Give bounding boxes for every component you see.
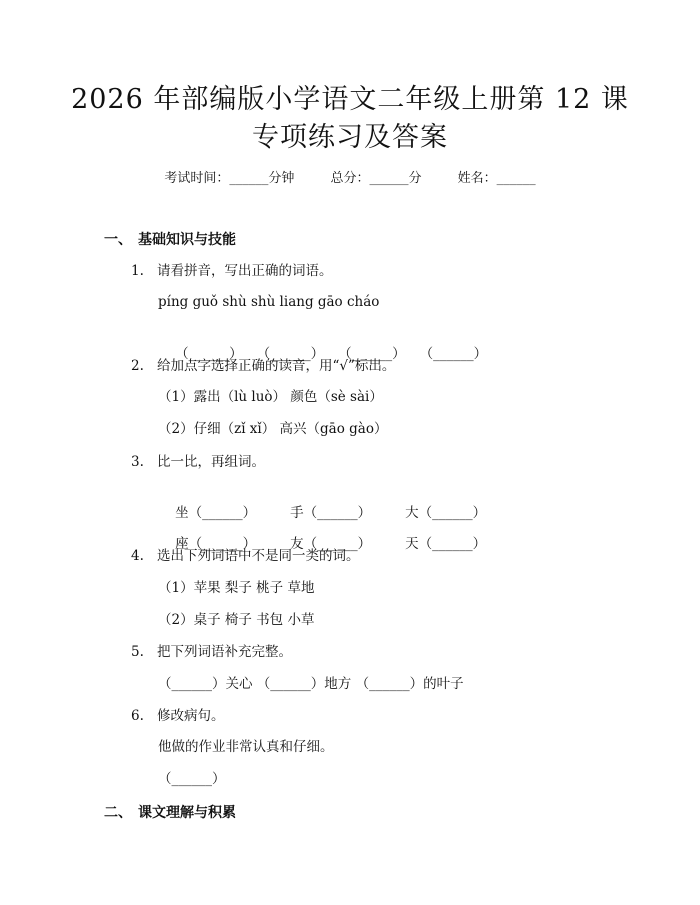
question-number: 5. (131, 644, 144, 660)
exam-meta (0, 170, 700, 188)
sub-item: （2）仔细（zǐ xǐ） 高兴（gāo gào） (158, 421, 388, 437)
faulty-sentence: 他做的作业非常认真和仔细。 (158, 739, 334, 755)
question-4 (131, 546, 360, 566)
section-number: 二、 (104, 805, 132, 821)
question-text: 选出下列词语中不是同一类的词。 (157, 548, 360, 564)
question-text: 修改病句。 (157, 708, 225, 724)
question-text: 比一比，再组词。 (157, 454, 265, 470)
section-title: 基础知识与技能 (138, 232, 236, 248)
exam-time-field: 考试时间：______分钟 (164, 171, 295, 186)
total-score-field: 总分：______分 (330, 171, 422, 186)
answer-blank[interactable]: （______） (256, 346, 325, 362)
question-2 (131, 356, 395, 376)
word-blank[interactable]: 座（______） (175, 536, 257, 552)
page-title-line-2: 专项练习及答案 (252, 122, 448, 153)
word-blank[interactable]: 大（______） (405, 505, 487, 521)
question-text: 把下列词语补充完整。 (157, 644, 292, 660)
answer-blank[interactable]: （______） (158, 771, 226, 787)
pinyin-line: píng guǒ shù shù liang gāo cháo (158, 294, 380, 310)
section-title: 课文理解与积累 (138, 805, 236, 821)
sub-item: （1）苹果 梨子 桃子 草地 (158, 580, 315, 596)
question-number: 1. (131, 263, 144, 279)
sub-item: （2）桌子 椅子 书包 小草 (158, 612, 315, 628)
page-title-line-1: 2026 年部编版小学语文二年级上册第 12 课 (71, 84, 629, 115)
word-blank[interactable]: 天（______） (405, 536, 487, 552)
section-heading-1 (104, 230, 236, 250)
answer-blank[interactable]: （______） (175, 346, 243, 362)
word-blank[interactable]: 手（______） (290, 505, 372, 521)
section-heading-2 (104, 803, 236, 823)
question-number: 3. (131, 454, 144, 470)
question-number: 2. (131, 358, 144, 374)
word-blank[interactable]: 坐（______） (175, 505, 257, 521)
section-number: 一、 (104, 232, 132, 248)
question-1 (131, 261, 333, 281)
fill-in-line[interactable]: （______）关心 （______）地方 （______）的叶子 (158, 676, 464, 692)
sub-item: （1）露出（lù luò） 颜色（sè sài） (158, 389, 383, 405)
question-6 (131, 706, 225, 726)
question-3 (131, 452, 265, 472)
question-number: 6. (131, 708, 144, 724)
name-field: 姓名：______ (457, 171, 536, 186)
question-5 (131, 642, 292, 662)
answer-blank[interactable]: （______） (338, 346, 406, 362)
word-blank[interactable]: 友（______） (290, 536, 372, 552)
question-number: 4. (131, 548, 144, 564)
answer-blank[interactable]: （______） (419, 346, 488, 362)
question-text: 给加点字选择正确的读音，用“√”标出。 (157, 358, 396, 374)
question-text: 请看拼音，写出正确的词语。 (157, 263, 333, 279)
